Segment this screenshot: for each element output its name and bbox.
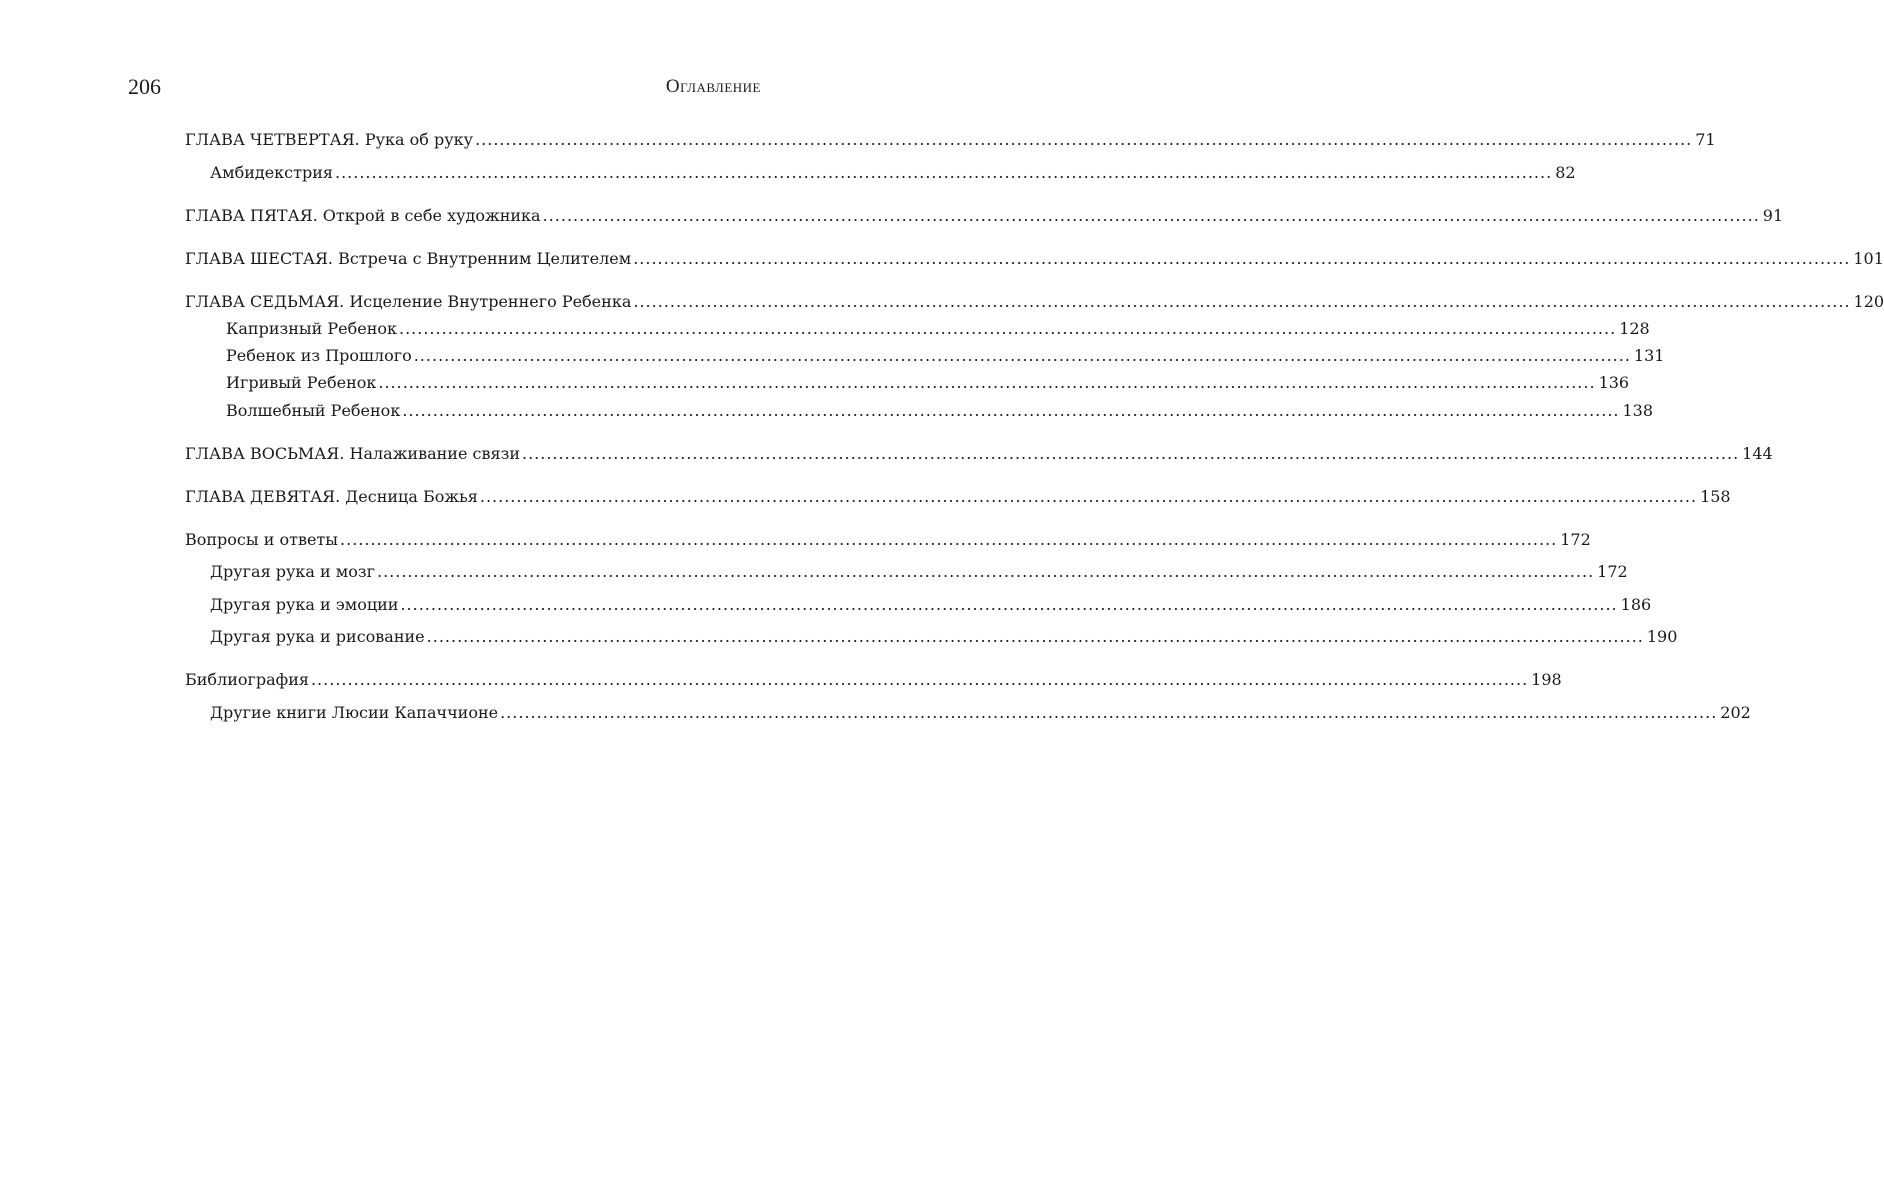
toc-entry-hand-and-brain [210, 560, 1628, 584]
toc-entry-magical-child [226, 399, 1654, 423]
toc-entry-chapter-9 [185, 485, 1731, 509]
dot-leader: ........................................................................................................................................................................................................ [426, 627, 1644, 646]
toc-entry-chapter-4 [185, 128, 1716, 152]
toc-entry-page: 158 [1700, 487, 1731, 506]
toc-entry-chapter-8 [185, 442, 1773, 466]
toc-entry-page: 202 [1720, 703, 1751, 722]
toc-entry-title: Игривый Ребенок [226, 373, 377, 392]
toc-entry-child-from-past [226, 344, 1665, 368]
toc-entry-other-books [210, 701, 1751, 725]
toc-entry-page: 120 [1853, 292, 1884, 311]
toc-entry-title: Вопросы и ответы [185, 530, 339, 549]
toc-entry-title: Библиография [185, 670, 309, 689]
toc-entry-questions-answers [185, 528, 1591, 552]
toc-entry-title: ГЛАВА ШЕСТАЯ. Встреча с Внутренним Целителем [185, 249, 632, 268]
toc-entry-chapter-5 [185, 204, 1784, 228]
dot-leader: ........................................................................................................................................................................................................ [521, 444, 1740, 463]
toc-entry-page: 131 [1633, 346, 1665, 365]
dot-leader: ........................................................................................................................................................................................................ [400, 595, 1618, 614]
toc-entry-title: ГЛАВА СЕДЬМАЯ. Исцеление Внутреннего Ребенка [185, 292, 632, 311]
toc-entry-page: 91 [1762, 206, 1784, 225]
toc-entry-bibliography [185, 668, 1562, 692]
toc-entry-title: Другие книги Люсии Капаччионе [210, 703, 499, 722]
toc-entry-title: ГЛАВА ЧЕТВЕРТАЯ. Рука об руку [185, 130, 474, 149]
toc-entry-page: 82 [1555, 163, 1576, 182]
toc-entry-chapter-6 [185, 247, 1884, 271]
toc-entry-page: 136 [1598, 373, 1630, 392]
toc-entry-chapter-7 [185, 290, 1884, 314]
dot-leader: ........................................................................................................................................................................................................ [376, 562, 1595, 581]
toc-entry-title: Другая рука и рисование [210, 627, 425, 646]
page-header [128, 74, 761, 100]
toc-entry-page: 198 [1531, 670, 1562, 689]
toc-entry-page: 172 [1560, 530, 1591, 549]
toc-entry-page: 128 [1619, 319, 1650, 338]
toc-entry-title: Другая рука и эмоции [210, 595, 399, 614]
dot-leader: ........................................................................................................................................................................................................ [310, 670, 1529, 689]
toc-entry-title: ГЛАВА ПЯТАЯ. Открой в себе художника [185, 206, 541, 225]
toc-entry-page: 172 [1597, 562, 1628, 581]
toc-entry-hand-and-emotions [210, 593, 1652, 617]
toc-entry-ambidexterity [210, 161, 1576, 185]
dot-leader: ........................................................................................................................................................................................................ [633, 292, 1851, 311]
toc-entry-title: Капризный Ребенок [226, 319, 397, 338]
toc-entry-title: ГЛАВА ВОСЬМАЯ. Налаживание связи [185, 444, 520, 463]
toc-entry-page: 190 [1646, 627, 1678, 646]
toc-entry-title: ГЛАВА ДЕВЯТАЯ. Десница Божья [185, 487, 478, 506]
toc-entry-capricious-child [226, 317, 1650, 341]
dot-leader: ........................................................................................................................................................................................................ [500, 703, 1718, 722]
dot-leader: ........................................................................................................................................................................................................ [402, 401, 1620, 420]
toc-entry-title: Волшебный Ребенок [226, 401, 401, 420]
dot-leader: ........................................................................................................................................................................................................ [340, 530, 1558, 549]
toc-entry-title: Ребенок из Прошлого [226, 346, 412, 365]
dot-leader: ........................................................................................................................................................................................................ [633, 249, 1851, 268]
page-number: 206 [128, 74, 161, 99]
toc-entry-page: 101 [1853, 249, 1884, 268]
toc-entry-title: Амбидекстрия [210, 163, 333, 182]
toc-entry-playful-child [226, 371, 1630, 395]
toc-entry-page: 144 [1742, 444, 1773, 463]
toc-entry-title: Другая рука и мозг [210, 562, 375, 581]
running-title: Оглавление [665, 76, 761, 97]
dot-leader: ........................................................................................................................................................................................................ [542, 206, 1760, 225]
toc-entry-page: 186 [1620, 595, 1652, 614]
toc-entry-page: 71 [1695, 130, 1716, 149]
toc-entry-hand-and-drawing [210, 625, 1678, 649]
dot-leader: ........................................................................................................................................................................................................ [399, 319, 1617, 338]
dot-leader: ........................................................................................................................................................................................................ [335, 163, 1553, 182]
dot-leader: ........................................................................................................................................................................................................ [475, 130, 1693, 149]
dot-leader: ........................................................................................................................................................................................................ [479, 487, 1698, 506]
dot-leader: ........................................................................................................................................................................................................ [413, 346, 1631, 365]
toc-entry-page: 138 [1622, 401, 1654, 420]
dot-leader: ........................................................................................................................................................................................................ [378, 373, 1596, 392]
